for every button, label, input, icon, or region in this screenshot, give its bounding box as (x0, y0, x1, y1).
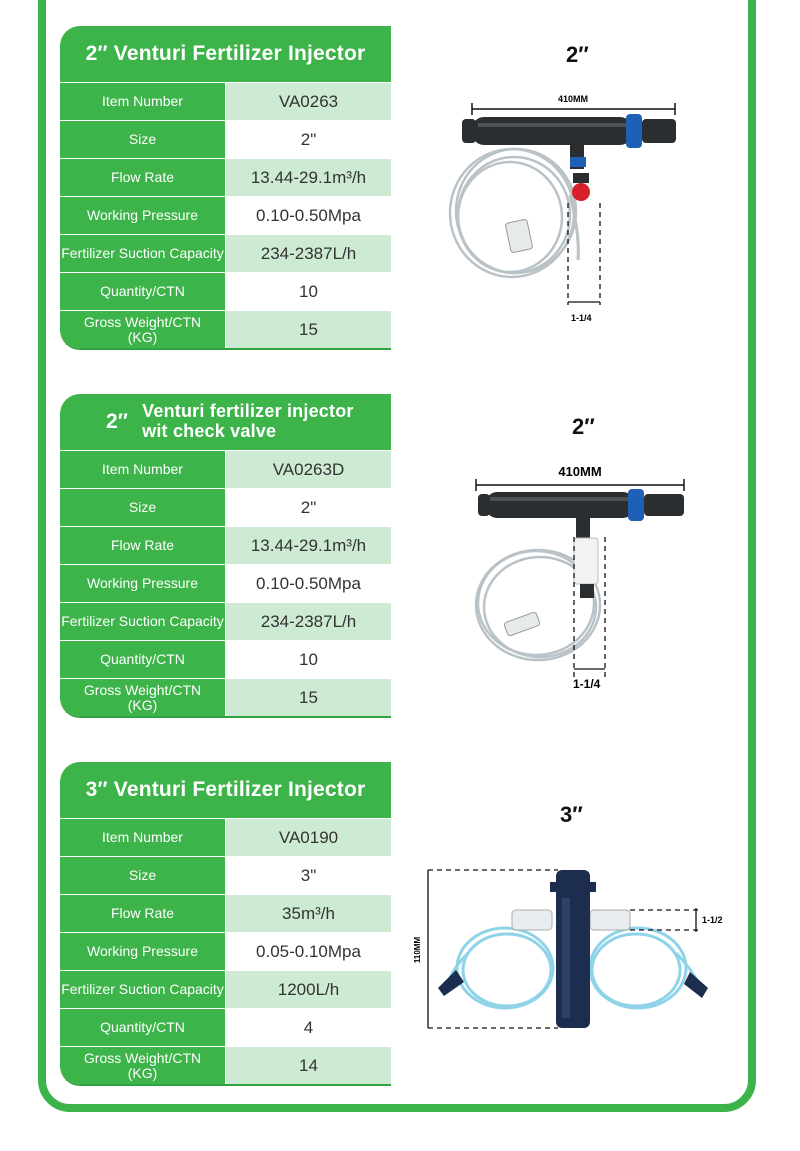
row-flow-rate: Flow Rate 35m³/h (60, 894, 391, 932)
spec-table-va0263 (60, 26, 391, 350)
dim-height-label: 110MM (413, 936, 422, 964)
row-gross-weight: Gross Weight/CTN (KG) 14 (60, 1046, 391, 1084)
injector-image-2 (460, 455, 720, 695)
row-size: Size 3" (60, 856, 391, 894)
row-gross-weight: Gross Weight/CTN (KG) 15 (60, 310, 391, 348)
row-quantity: Quantity/CTN 10 (60, 272, 391, 310)
row-working-pressure: Working Pressure 0.10-0.50Mpa (60, 564, 391, 602)
row-suction: Fertilizer Suction Capacity 234-2387L/h (60, 602, 391, 640)
row-suction: Fertilizer Suction Capacity 234-2387L/h (60, 234, 391, 272)
row-flow-rate: Flow Rate 13.44-29.1m³/h (60, 526, 391, 564)
row-item-number: Item Number VA0190 (60, 818, 391, 856)
row-gross-weight: Gross Weight/CTN (KG) 15 (60, 678, 391, 716)
figure-title-3: 3″ (560, 802, 583, 827)
row-working-pressure: Working Pressure 0.10-0.50Mpa (60, 196, 391, 234)
dim-outlet-label: 1-1/2 (702, 915, 723, 925)
row-suction: Fertilizer Suction Capacity 1200L/h (60, 970, 391, 1008)
dim-length-label: 410MM (558, 464, 602, 479)
dim-outlet-label: 1-1/4 (571, 313, 592, 323)
dim-outlet-label: 1-1/4 (573, 677, 601, 691)
figure-title-1: 2″ (566, 42, 589, 67)
spec-title: 3″ Venturi Fertilizer Injector (60, 762, 391, 818)
row-quantity: Quantity/CTN 10 (60, 640, 391, 678)
spec-title: 2″ Venturi fertilizer injector wit check valve (60, 394, 391, 450)
injector-image-1 (430, 85, 730, 325)
row-flow-rate: Flow Rate 13.44-29.1m³/h (60, 158, 391, 196)
dim-length-label: 410MM (557, 94, 589, 104)
injector-image-3 (408, 858, 738, 1048)
spec-title: 2″ Venturi Fertilizer Injector (60, 26, 391, 82)
row-item-number: Item Number VA0263 (60, 82, 391, 120)
spec-table-va0190 (60, 762, 391, 1086)
row-working-pressure: Working Pressure 0.05-0.10Mpa (60, 932, 391, 970)
row-size: Size 2" (60, 488, 391, 526)
row-size: Size 2" (60, 120, 391, 158)
row-item-number: Item Number VA0263D (60, 450, 391, 488)
spec-table-va0263d (60, 394, 391, 718)
figure-title-2: 2″ (572, 414, 595, 439)
row-quantity: Quantity/CTN 4 (60, 1008, 391, 1046)
